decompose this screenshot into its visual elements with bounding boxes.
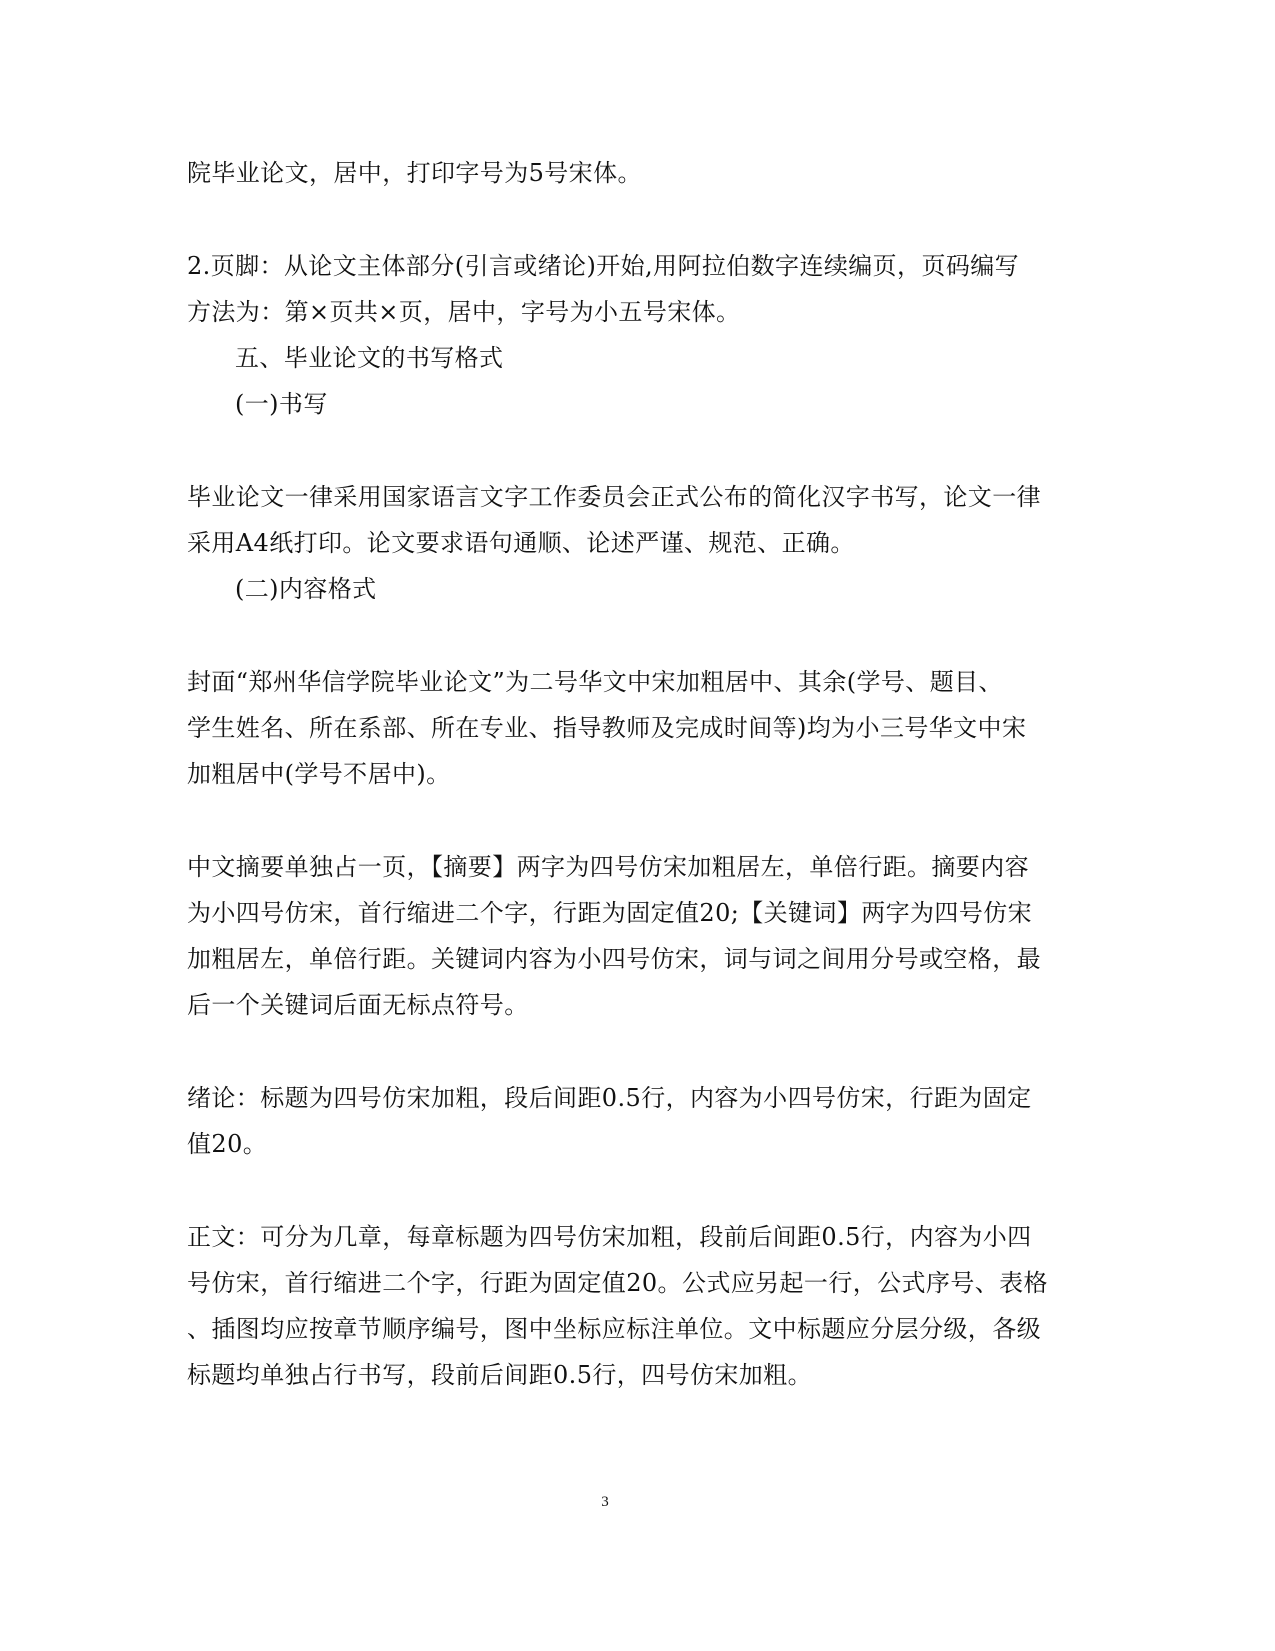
text-line: 后一个关键词后面无标点符号。 [187,991,529,1019]
text-line: 院毕业论文，居中，打印字号为5号宋体。 [187,159,642,187]
subsection-heading: (一)书写 [235,390,328,418]
text-line: 加粗居左，单倍行距。关键词内容为小四号仿宋，词与词之间用分号或空格，最 [187,945,1041,973]
page-number: 3 [601,1494,609,1510]
text-line: 采用A4纸打印。论文要求语句通顺、论述严谨、规范、正确。 [187,529,855,557]
text-line: 2.页脚：从论文主体部分(引言或绪论)开始,用阿拉伯数字连续编页，页码编写 [187,252,1020,280]
text-line: 值20。 [187,1130,268,1158]
text-line: 封面“郑州华信学院毕业论文”为二号华文中宋加粗居中、其余(学号、题目、 [187,668,1003,696]
text-line: 加粗居中(学号不居中)。 [187,760,451,788]
text-line: 毕业论文一律采用国家语言文字工作委员会正式公布的简化汉字书写，论文一律 [187,483,1041,511]
text-line: 方法为：第×页共×页，居中，字号为小五号宋体。 [187,298,741,326]
text-line: 中文摘要单独占一页，【摘要】两字为四号仿宋加粗居左，单倍行距。摘要内容 [187,853,1029,881]
text-line: 正文：可分为几章，每章标题为四号仿宋加粗，段前后间距0.5行，内容为小四 [187,1223,1032,1251]
text-line: 、插图均应按章节顺序编号，图中坐标应标注单位。文中标题应分层分级，各级 [187,1315,1041,1343]
text-line: 为小四号仿宋，首行缩进二个字，行距为固定值20;【关键词】两字为四号仿宋 [187,899,1033,927]
subsection-heading: (二)内容格式 [235,575,377,603]
text-line: 标题均单独占行书写，段前后间距0.5行，四号仿宋加粗。 [187,1361,812,1389]
text-line: 学生姓名、所在系部、所在专业、指导教师及完成时间等)均为小三号华文中宋 [187,714,1027,742]
text-line: 号仿宋，首行缩进二个字，行距为固定值20。公式应另起一行，公式序号、表格 [187,1269,1048,1297]
section-heading: 五、毕业论文的书写格式 [235,344,504,372]
text-line: 绪论：标题为四号仿宋加粗，段后间距0.5行，内容为小四号仿宋，行距为固定 [187,1084,1032,1112]
